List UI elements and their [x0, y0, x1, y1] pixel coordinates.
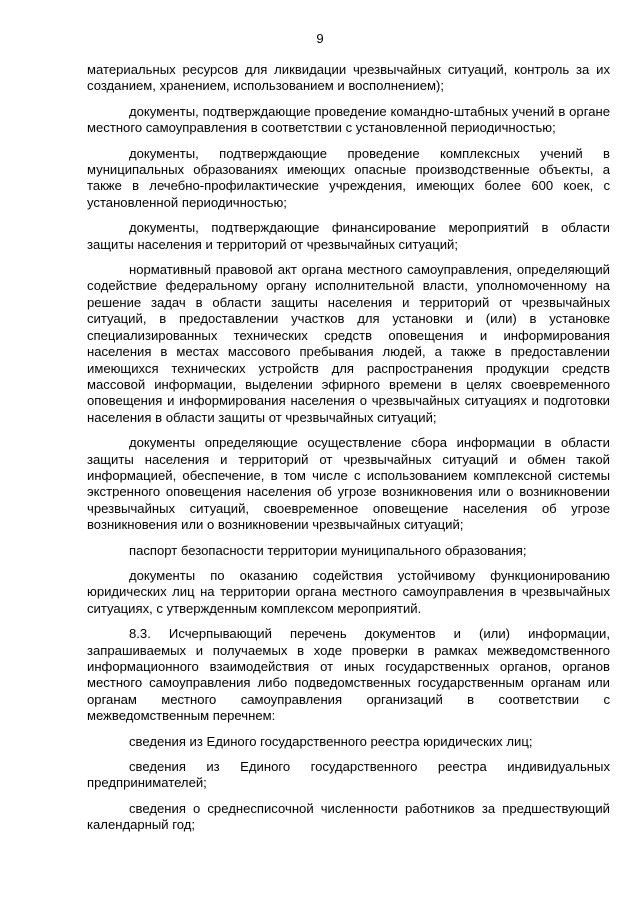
document-body: [87, 62, 610, 843]
paragraph-section-8-3: 8.3. Исчерпывающий перечень документов и (или) информации, запрашиваемых и получаемых в ходе проверки в рамках межведомственного информационного взаимодействия от иных государственных органов, органов местного самоуправления либо подведомственных государственным органам или органам местного самоуправления организаций в соответствии с межведомственным перечнем:: [87, 626, 610, 724]
paragraph-egrul: сведения из Единого государственного реестра юридических лиц;: [129, 733, 533, 749]
paragraph-financing: документы, подтверждающие финансирование мероприятий в области защиты населения и территорий от чрезвычайных ситуаций;: [87, 220, 610, 252]
paragraph-command-staff-exercises: документы, подтверждающие проведение командно-штабных учений в органе местного самоуправления в соответствии с установленной периодичностью;: [87, 103, 610, 136]
paragraph-egrip: сведения из Единого государственного реестра индивидуальных предпринимателей;: [87, 759, 610, 791]
paragraph-complex-exercises: документы, подтверждающие проведение комплексных учений в муниципальных образованиях имеющих опасные производственные объекты, а также в лечебно-профилактические учреждения, имеющих более 600 коек, с установленной периодичностью;: [87, 145, 610, 210]
paragraph-information-collection: документы определяющие осуществление сбора информации в области защиты населения и территорий от чрезвычайных ситуаций и обмен такой информацией, обеспечение, в том числе с использованием комплексной системы экстренного оповещения населения об угрозе возникновения или о возникновении чрезвычайных ситуаций, своевременное оповещение населения об угрозе возникновения или о возникновении чрезвычайных ситуаций;: [87, 435, 610, 533]
paragraph-legal-entities-support: документы по оказанию содействия устойчивому функционированию юридических лиц на территории органа местного самоуправления в чрезвычайных ситуациях, с утвержденным комплексом мероприятий.: [87, 567, 610, 616]
page-number: 9: [316, 31, 324, 46]
paragraph-safety-passport: паспорт безопасности территории муниципального образования;: [129, 542, 527, 558]
paragraph-normative-act: нормативный правовой акт органа местного самоуправления, определяющий содействие федеральному органу исполнительной власти, уполномоченному на решение задач в области защиты населения и территорий от чрезвычайных ситуаций, в предоставлении участков для установки и (или) в установке специализированных технических средств оповещения и информирования населения в местах массового пребывания людей, а также в предоставлении имеющихся технических устройств для распространения продукции средств массовой информации, выделении эфирного времени в целях своевременного оповещения и информирования населения о чрезвычайных ситуациях и подготовки населения в области защиты от чрезвычайных ситуаций;: [87, 262, 610, 425]
paragraph-continuation: материальных ресурсов для ликвидации чрезвычайных ситуаций, контроль за их созданием, хранением, использованием и восполнением);: [87, 62, 610, 94]
paragraph-headcount: сведения о среднесписочной численности работников за предшествующий календарный год;: [87, 800, 610, 833]
